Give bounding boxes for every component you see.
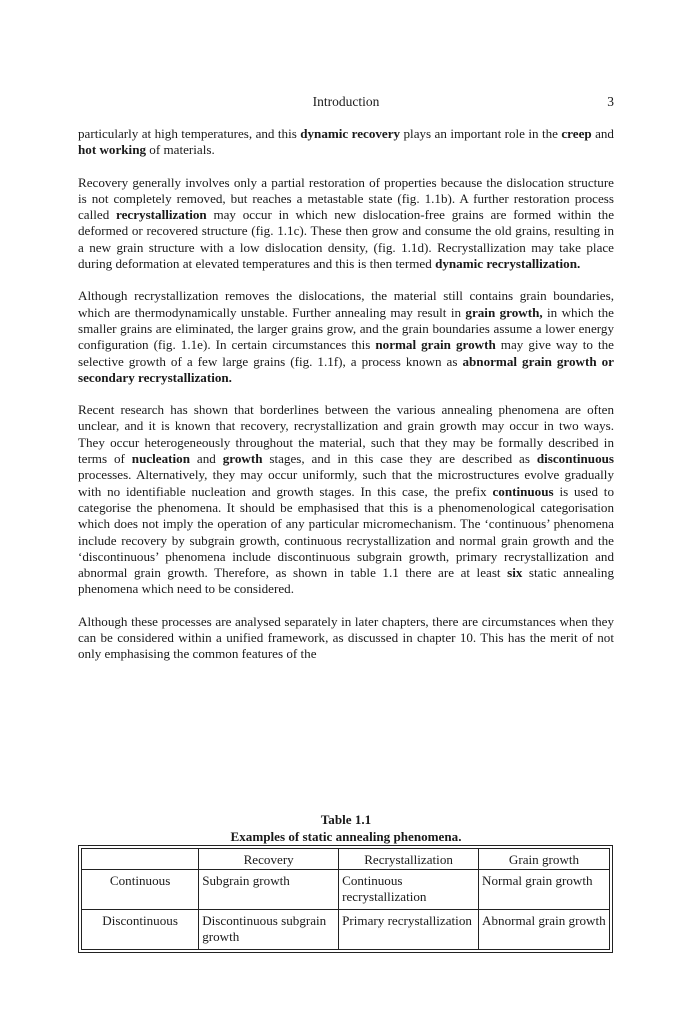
table-number: Table 1.1	[320, 812, 372, 827]
table-frame	[78, 845, 613, 953]
table-cell: Subgrain growth	[199, 870, 339, 910]
bold-term: discontinuous	[536, 451, 615, 467]
column-header: Recovery	[199, 849, 339, 870]
annealing-phenomena-table	[81, 848, 610, 950]
bold-term: growth	[222, 451, 263, 467]
bold-term: dynamic recovery	[300, 126, 401, 141]
paragraph: Recovery generally involves only a partial restoration of properties because the dislocation structure is not completely removed, but reaches a metastable state (fig. 1.1b). A further restoration process called recrystallization may occur in which new dislocation-free grains are formed within the deformed or recovered structure (fig. 1.1c). These then grow and consume the old grains, resulting in a new grain structure with a low dislocation density, (fig. 1.1d). Recrystallization may take place during deformation at elevated temperatures and this is then termed dynamic recrystallization.	[78, 174, 615, 272]
bold-term: creep	[561, 126, 592, 141]
table-row	[82, 910, 610, 950]
bold-term: dynamic recrystallization.	[435, 256, 581, 272]
table-title: Examples of static annealing phenomena.	[230, 829, 462, 844]
table-cell: Normal grain growth	[479, 870, 610, 910]
page-number: 3	[607, 94, 614, 109]
table-cell: Primary recrystallization	[339, 910, 479, 950]
column-header	[82, 849, 199, 870]
paragraph: particularly at high temperatures, and this dynamic recovery plays an important role in the creep and hot working of materials.	[78, 126, 614, 158]
bold-term: normal grain growth	[375, 337, 496, 353]
paragraph: Recent research has shown that borderlines between the various annealing phenomena are often unclear, and it is known that recovery, recrystallization and grain growth may occur in two ways. They occur heterogeneously throughout the material, such that they may be formally described in terms of nucleation and growth stages, and in this case they are described as discontinuous processes. Alternatively, they may occur uniformly, such that the microstructures evolve gradually with no identifiable nucleation and growth stages. In this case, the prefix continuous is used to categorise the phenomena. It should be emphasised that this is a phenomenological categorisation which does not imply the operation of any particular micromechanism. The ‘continuous’ phenomena include recovery by subgrain growth, continuous recrystallization and normal grain growth and the ‘discontinuous’ phenomena include discontinuous subgrain growth, primary recrystallization and abnormal grain growth. Therefore, as shown in table 1.1 there are at least six static annealing phenomena which need to be considered.	[78, 402, 615, 597]
row-header: Discontinuous	[82, 910, 199, 950]
paragraph: Although recrystallization removes the dislocations, the material still contains grain boundaries, which are thermodynamically unstable. Further annealing may result in grain growth, in which the smaller grains are eliminated, the larger grains grow, and the grain boundaries assume a lower energy configuration (fig. 1.1e). In certain circumstances this normal grain growth may give way to the selective growth of a few large grains (fig. 1.1f), a process known as abnormal grain growth or secondary recrystallization.	[78, 288, 614, 385]
row-header: Continuous	[82, 870, 199, 910]
table-cell: Abnormal grain growth	[479, 910, 610, 950]
running-title: Introduction	[312, 94, 380, 109]
running-header	[78, 94, 614, 114]
table-row	[82, 870, 610, 910]
table-header-row	[82, 849, 610, 870]
table-caption	[78, 811, 614, 845]
bold-term: abnormal grain growth or secondary recrystallization.	[78, 353, 614, 385]
column-header: Recrystallization	[339, 849, 479, 870]
table-cell: Discontinuous subgrain growth	[199, 910, 339, 950]
body-text	[78, 126, 614, 679]
bold-term: recrystallization	[116, 207, 207, 223]
table-cell: Continuous recrystallization	[339, 870, 479, 910]
bold-term: six	[507, 565, 523, 581]
bold-term: continuous	[492, 483, 554, 499]
bold-term: nucleation	[131, 451, 190, 467]
bold-term: hot working	[78, 142, 147, 158]
bold-term: grain growth,	[465, 304, 543, 320]
paragraph: Although these processes are analysed separately in later chapters, there are circumstances when they can be considered within a unified framework, as discussed in chapter 10. This has the merit of not only emphasising the common features of the	[78, 613, 614, 662]
column-header: Grain growth	[479, 849, 610, 870]
